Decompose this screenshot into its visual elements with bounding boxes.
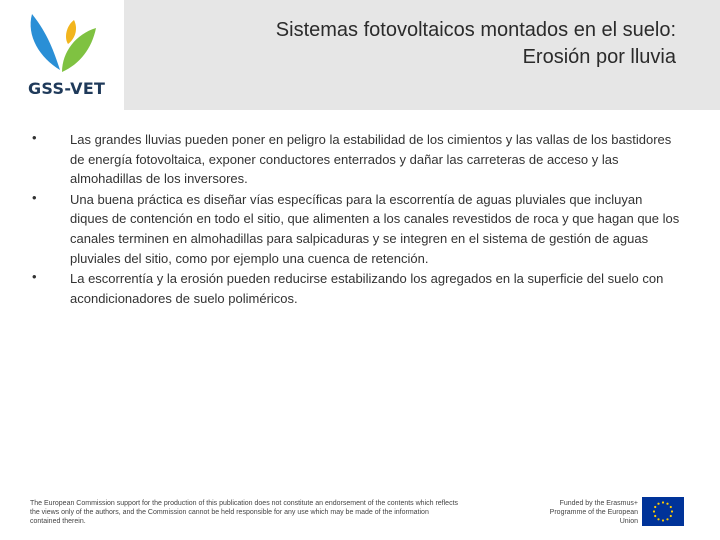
- bullet-marker: •: [32, 130, 37, 145]
- eu-star: [662, 519, 664, 521]
- funded-by-text: Funded by the Erasmus+ Programme of the European Union: [549, 500, 638, 525]
- bullet-text: Una buena práctica es diseñar vías específicas para la escorrentía de aguas pluviales que incluyan diques de contención en todo el sitio, que alimenten a los canales revestidos de roca y que hagan que los canales terminen en almohadillas para salpicaduras y se integren en el sistema de gestión de aguas pluviales del sitio, como por ejemplo una cuenca de retención.: [70, 191, 680, 266]
- eu-star: [666, 518, 668, 520]
- bullet-text: Las grandes lluvias pueden poner en peligro la estabilidad de los cimientos y las vallas de los bastidores de energía fotovoltaica, exponer conductores enterrados y dañar las carreteras de acceso y las almohadillas de los inversores.: [70, 132, 672, 187]
- slide-title-line-1: Sistemas fotovoltaicos montados en el suelo:: [275, 19, 676, 41]
- eu-star: [666, 503, 668, 505]
- slide-title-line-2: Erosión por lluvia: [522, 46, 676, 68]
- slide-title: [156, 17, 676, 71]
- eu-star: [662, 501, 664, 503]
- bullet-marker: •: [32, 189, 37, 205]
- eu-star: [653, 510, 655, 512]
- eu-flag-icon: [642, 497, 684, 526]
- bullet-marker: •: [32, 269, 37, 285]
- eu-star: [654, 506, 656, 508]
- logo-yellow-leaf: [66, 20, 76, 44]
- eu-star: [657, 503, 659, 505]
- bullet-list: [30, 130, 680, 308]
- eu-disclaimer: The European Commission support for the production of this publication does not constitute an endorsement of the contents which reflects the views only of the authors, and the Commission cannot be held responsible for any use which may be made of the information contained therein.: [30, 500, 459, 525]
- eu-star: [670, 515, 672, 517]
- list-item: [30, 130, 680, 189]
- logo-blue-leaf: [31, 14, 60, 70]
- eu-star: [654, 515, 656, 517]
- logo-text: GSS-VET: [28, 79, 106, 98]
- eu-star: [671, 510, 673, 512]
- eu-star: [670, 506, 672, 508]
- bullet-text: La escorrentía y la erosión pueden reducirse estabilizando los agregados en la superficie del suelo con acondicionadores de suelo poliméricos.: [70, 271, 664, 306]
- list-item: [30, 190, 680, 268]
- list-item: [30, 269, 680, 308]
- eu-star: [657, 518, 659, 520]
